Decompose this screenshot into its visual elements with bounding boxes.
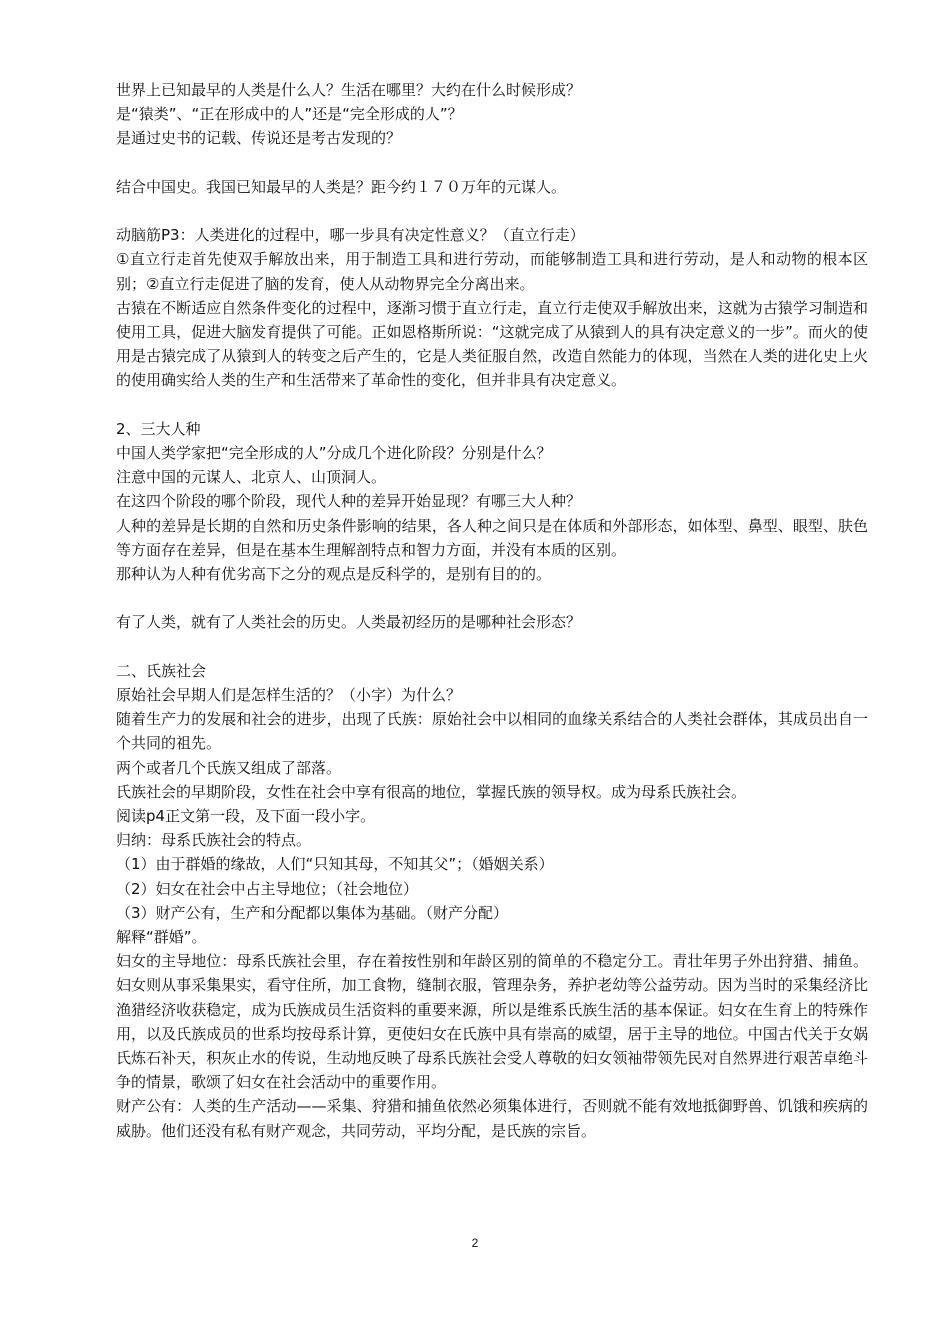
document-body (116, 78, 868, 1143)
text-line: 是“猿类”、“正在形成中的人”还是“完全形成的人”？ (116, 105, 463, 124)
blank-line (116, 393, 868, 417)
text-line: 有了人类，就有了人类社会的历史。人类最初经历的是哪种社会形态？ (116, 613, 582, 632)
blank-line (116, 586, 868, 610)
text-line: 在这四个阶段的哪个阶段，现代人种的差异开始显现？有哪三大人种？ (116, 492, 582, 511)
text-line: 阅读p4正文第一段，及下面一段小字。 (116, 807, 376, 826)
blank-line (116, 151, 868, 175)
text-line: 世界上已知最早的人类是什么人？生活在哪里？大约在什么时候形成？ (116, 81, 582, 99)
text-line: 解释“群婚”。 (116, 928, 207, 947)
text-line: 归纳：母系氏族社会的特点。 (116, 831, 312, 850)
text-line: （1）由于群婚的缘故，人们“只知其母，不知其父”；（婚姻关系） (116, 855, 554, 874)
text-line: 是通过史书的记载、传说还是考古发现的？ (116, 129, 402, 148)
text-line: 2、三大人种 (116, 419, 201, 438)
text-line: 古猿在不断适应自然条件变化的过程中，逐渐习惯于直立行走，直立行走使双手解放出来，这就为古猿学习制造和使用工具，促进大脑发育提供了可能。正如恩格斯所说：“这就完成了从猿到人的具有决定意义的一步”。而火的使用是古猿完成了从猿到人的转变之后产生的，它是人类征服自然，改造自然能力的体现，当然在人类的进化史上火的使用确实给人类的生产和生活带来了革命性的变化，但并非具有决定意义。 (116, 298, 868, 390)
text-line: 二、氏族社会 (116, 661, 207, 680)
blank-line (116, 635, 868, 659)
text-line: 氏族社会的早期阶段，女性在社会中享有很高的地位，掌握氏族的领导权。成为母系氏族社会。 (116, 782, 747, 801)
text-line: 注意中国的元谋人、北京人、山顶洞人。 (116, 468, 387, 487)
text-line: （3）财产公有，生产和分配都以集体为基础。（财产分配） (116, 903, 509, 922)
text-line: 动脑筋P3：人类进化的过程中，哪一步具有决定性意义？（直立行走） (116, 226, 585, 245)
blank-line (116, 199, 868, 223)
text-line: 随着生产力的发展和社会的进步，出现了氏族：原始社会中以相同的血缘关系结合的人类社会群体，其成员出自一个共同的祖先。 (116, 710, 868, 753)
text-line: 那种认为人种有优劣高下之分的观点是反科学的，是别有目的的。 (116, 565, 552, 584)
text-line: 中国人类学家把“完全形成的人”分成几个进化阶段？分别是什么？ (116, 444, 552, 462)
text-line: 财产公有：人类的生产活动——采集、狩猎和捕鱼依然必须集体进行，否则就不能有效地抵御野兽、饥饿和疾病的威胁。他们还没有私有财产观念，共同劳动，平均分配，是氏族的宗旨。 (116, 1097, 868, 1140)
text-line: 原始社会早期人们是怎样生活的？（小字）为什么？ (116, 686, 462, 704)
text-line: 结合中国史。我国已知最早的人类是？距今约１７０万年的元谋人。 (116, 177, 567, 196)
text-line: ①直立行走首先使双手解放出来，用于制造工具和进行劳动，而能够制造工具和进行劳动，是人和动物的根本区别；②直立行走促进了脑的发育，使人从动物界完全分离出来。 (116, 250, 868, 293)
text-line: 两个或者几个氏族又组成了部落。 (116, 758, 342, 777)
text-line: （2）妇女在社会中占主导地位；（社会地位） (116, 879, 419, 898)
text-line: 人种的差异是长期的自然和历史条件影响的结果，各人种之间只是在体质和外部形态，如体型、鼻型、眼型、肤色等方面存在差异，但是在基本生理解剖特点和智力方面，并没有本质的区别。 (116, 516, 868, 559)
text-line: 妇女的主导地位：母系氏族社会里，存在着按性别和年龄区别的简单的不稳定分工。青壮年男子外出狩猎、捕鱼。妇女则从事采集果实，看守住所，加工食物，缝制衣服，管理杂务，养护老幼等公益劳动。因为当时的采集经济比渔猎经济收获稳定，成为氏族成员生活资料的重要来源，所以是维系氏族生活的基本保证。妇女在生育上的特殊作用，以及氏族成员的世系均按母系计算，更使妇女在氏族中具有崇高的威望，居于主导的地位。中国古代关于女娲氏炼石补天，积灰止水的传说，生动地反映了母系氏族社会受人尊敬的妇女领袖带领先民对自然界进行艰苦卓绝斗争的情景，歌颂了妇女在社会活动中的重要作用。 (116, 952, 868, 1092)
page-number: 2 (471, 1236, 479, 1250)
